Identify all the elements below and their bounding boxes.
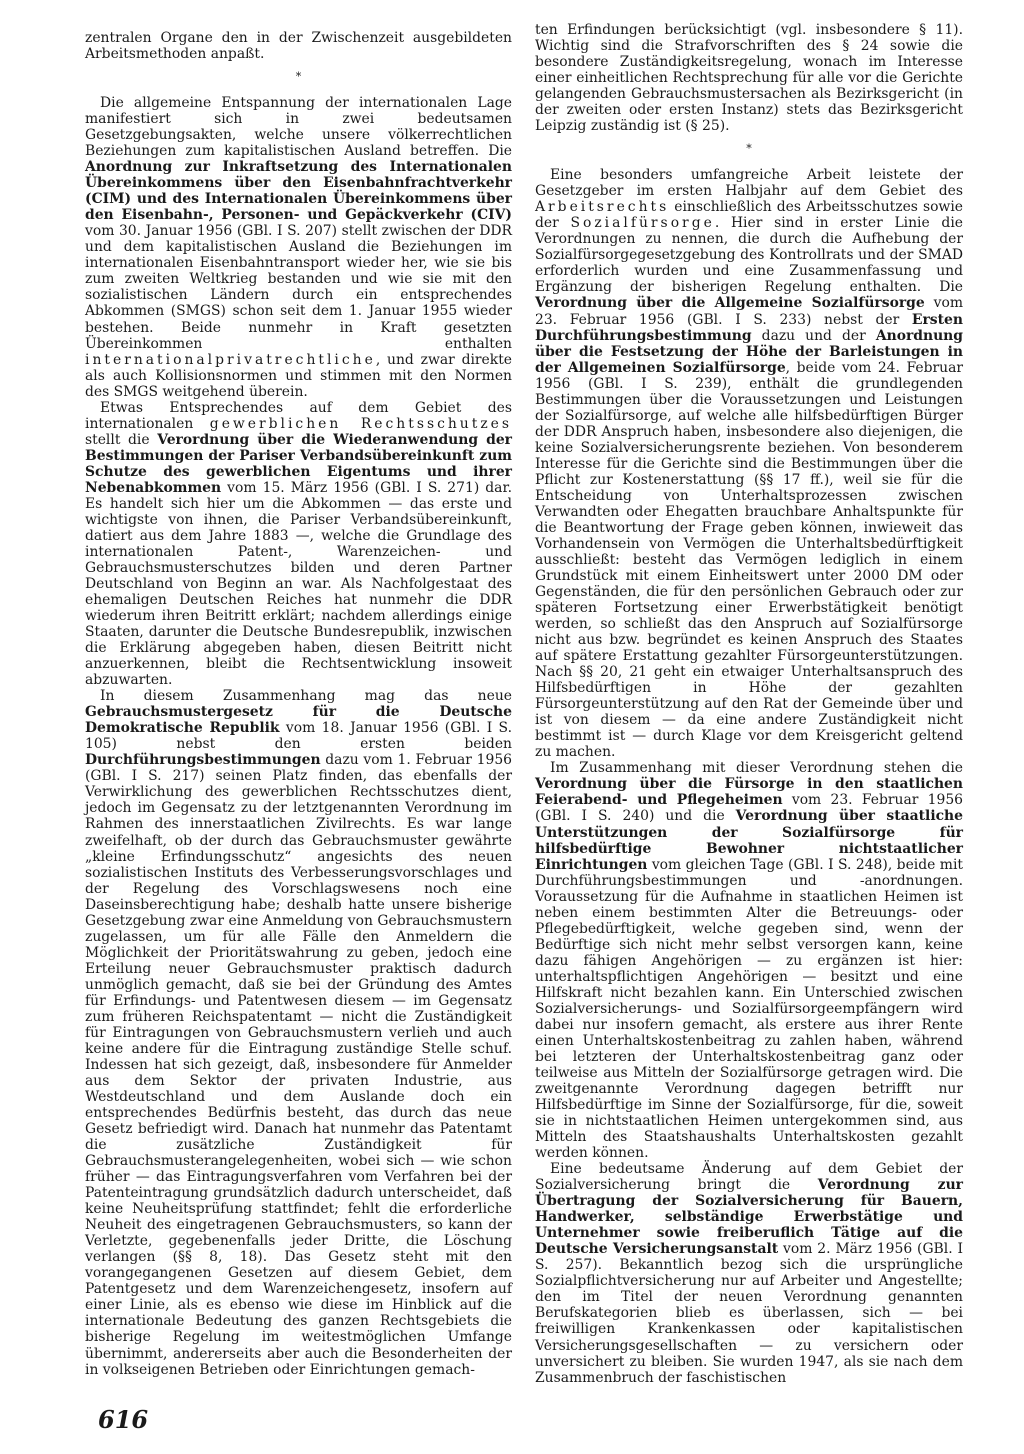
section-separator: *	[295, 70, 302, 84]
spaced-term: internationalprivatrechtliche	[85, 351, 376, 368]
paragraph-text: ten Erfindungen berücksichtigt (vgl. insbesondere § 11). Wichtig sind die Strafvorschriften des § 24 sowie die besondere Zuständigkeitsregelung, wonach im Interesse einer einheitlichen Rechtsprechung für alle vor die Gerichte gelangenden Gebrauchsmustersachen als Bezirksgericht (in der zweiten oder ersten Instanz) stets das Bezirksgericht Leipzig zuständig ist (§ 25).	[535, 22, 963, 135]
paragraph-text: Im Zusammenhang mit dieser Verordnung stehen die	[550, 760, 963, 777]
spaced-term: Sozialfürsorge	[570, 215, 715, 232]
paragraph-text: vom 23. Februar 1956 (GBl. I S. 233) nebst der	[535, 295, 963, 328]
bold-law-title: Verordnung über die Allgemeine Sozialfürsorge	[535, 295, 925, 312]
bold-law-title: Anordnung über die Festsetzung der Höhe der Barleistungen in der Allgemeinen Sozialfürsorge	[535, 327, 963, 376]
paragraph-text: vom 2. März 1956 (GBl. I S. 257). Bekanntlich bezog sich die ursprüngliche Sozialpflichtversicherung nur auf Arbeiter und Angestellte; den im Titel der neuen Verordnung genannten Berufskategorien blieb es überlassen, sich — bei freiwilligen Krankenkassen oder kapitalistischen Versicherungsgesellschaften — zu versichern oder unversichert zu bleiben. Sie wurden 1947, als sie nach dem Zusammenbruch der faschistischen	[535, 1241, 963, 1386]
paragraph-text: dazu und der	[751, 327, 876, 344]
spaced-term: Arbeitsrechts	[535, 199, 670, 216]
paragraph-text: zentralen Organe den in der Zwischenzeit ausgebildeten Arbeitsmethoden anpaßt.	[85, 30, 512, 63]
paragraph-text: vom 30. Januar 1956 (GBl. I S. 207) stellt zwischen der DDR und dem kapitalistischen Ausland die Beziehungen im internationalen Eisenbahntransport wieder her, wie sie bis zum zweiten Weltkrieg bestanden und wie sie mit den sozialistischen Ländern durch ein entsprechendes Abkommen (SMGS) schon seit dem 1. Januar 1955 wieder bestehen. Beide nunmehr in Kraft gesetzten Übereinkommen enthalten	[85, 223, 512, 352]
spaced-term: gewerblichen Rechtsschutzes	[209, 415, 512, 432]
page-number: 616	[98, 1405, 149, 1434]
bold-law-title: Verordnung über die Wiederanwendung der Bestimmungen der Pariser Verbandsübereinkunft zum Schutze des gewerblichen Eigentums und ihrer Nebenabkommen	[85, 431, 512, 496]
paragraph-text: vom 23. Februar 1956 (GBl. I S. 240) und die	[535, 792, 963, 825]
paragraph	[535, 760, 963, 1161]
paragraph-text: , beide vom 24. Februar 1956 (GBl. I S. 239), enthält die grundlegenden Bestimmungen über die Voraussetzungen und Leistungen der Sozialfürsorge, auf welche alle hilfsbedürftigen Bürger der DDR Anspruch haben, insbesondere also diejenigen, die keine Sozialversicherungsrente beziehen. Von besonderem Interesse für die Gerichte sind die Bestimmungen über die Pflicht zur Kostenerstattung (§§ 17 ff.), weil sie für die Entscheidung von Unterhaltsprozessen zwischen Verwandten oder Ehegatten brauchbare Anhaltspunkte für die Beantwortung der Frage geben können, inwieweit das Vorhandensein von Vermögen die Unterhaltsbedürftigkeit ausschließt: besteht das Vermögen lediglich in einem Grundstück mit einem Einheitswert unter 2000 DM oder Gegenständen, die für den persönlichen Gebrauch oder zur späteren Fortsetzung einer Erwerbstätigkeit benötigt werden, so schließt das den Anspruch auf Sozialfürsorge nicht aus bzw. begründet es keinen Anspruch des Staates auf spätere Erstattung gezahlter Fürsorgeunterstützungen. Nach §§ 20, 21 geht ein etwaiger Unterhaltsanspruch des Hilfsbedürftigen in Höhe der gezahlten Fürsorgeunterstützung auf den Rat der Gemeinde über und ist von diesem — da eine andere Zuständigkeit nicht bestimmt ist — durch Klage vor dem Kreisgericht geltend zu machen.	[535, 359, 964, 761]
paragraph-text: , und zwar direkte als auch Kollisionsnormen und stimmen mit den Normen des SMGS weitgehend überein.	[85, 351, 512, 400]
bold-law-title: Verordnung zur Übertragung der Sozialversicherung für Bauern, Handwerker, selbständige Erwerbstätige und Unternehmer sowie freiberuflich Tätige auf die Deutsche Versicherungsanstalt	[535, 1177, 963, 1258]
bold-law-title: Gebrauchsmustergesetz für die Deutsche Demokratische Republik	[85, 704, 512, 737]
paragraph-text: . Hier sind in erster Linie die Verordnungen zu nennen, die durch die Aufhebung der Sozialfürsorgegesetzgebung des Kontrollrats und der SMAD erforderlich wurden und eine Zusammenfassung und Ergänzung der bisherigen Regelung enthalten. Die	[535, 215, 963, 296]
paragraph	[85, 400, 512, 689]
bold-law-title: Anordnung zur Inkraftsetzung des Internationalen Übereinkommens über den Eisenbahnfrachtverkehr (CIM) und des Internationalen Übereinkommens über den Eisenbahn-, Personen- und Gepäckverkehr (CIV)	[85, 159, 512, 224]
paragraph-text: vom 18. Januar 1956 (GBl. I S. 105) nebst den ersten beiden	[85, 720, 512, 753]
paragraph	[535, 167, 963, 760]
paragraph-text: vom gleichen Tage (GBl. I S. 248), beide mit Durchführungsbestimmungen und -anordnungen. Voraussetzung für die Aufnahme in staatlichen Heimen ist neben einem bestimmten Alter die Betreuungs- oder Pflegebedürftigkeit, welche gegeben sind, wenn der Bedürftige sich nicht mehr selbst versorgen kann, keine dazu fähigen Angehörigen — zu ergänzen ist hier: unterhaltspflichtigen Angehörigen — besitzt und eine Hilfskraft nicht bezahlen kann. Ein Unterschied zwischen Sozialversicherungs- und Sozialfürsorgeempfängern wird dabei nur insofern gemacht, als erstere aus ihrer Rente einen Unterhaltskostenbeitrag zu zahlen haben, während bei letzteren der Unterhaltskostenbeitrag ganz oder teilweise aus Mitteln der Sozialfürsorge getragen wird. Die zweitgenannte Verordnung dagegen betrifft nur Hilfsbedürftige im Sinne der Sozialfürsorge, für die, soweit sie in nichtstaatlichen Heimen untergekommen sind, aus Mitteln des Staatshaushalts Unterhaltskosten gezahlt werden können.	[535, 856, 963, 1162]
paragraph	[535, 1161, 963, 1385]
bold-law-title: Verordnung über staatliche Unterstützungen der Sozialfürsorge für hilfsbedürftige Bewohner nichtstaatlicher Einrichtungen	[535, 808, 963, 873]
left-column	[85, 30, 512, 1378]
section-separator: *	[746, 142, 752, 156]
right-column	[535, 22, 963, 1386]
bold-law-title: Ersten Durchführungsbestimmung	[535, 311, 963, 344]
paragraph-text: einschließlich des Arbeitsschutzes sowie der	[535, 199, 963, 232]
paragraph-text: Die allgemeine Entspannung der internationalen Lage manifestiert sich in zwei bedeutsamen Gesetzgebungsakten, welche unsere völkerrechtlichen Beziehungen zum kapitalistischen Ausland betreffen. Die	[85, 95, 512, 160]
paragraph	[85, 688, 512, 1377]
paragraph-text: In diesem Zusammenhang mag das neue	[100, 688, 512, 705]
bold-law-title: Verordnung über die Fürsorge in den staatlichen Feierabend- und Pflegeheimen	[535, 776, 963, 809]
paragraph-text: vom 15. März 1956 (GBl. I S. 271) dar. Es handelt sich hier um die Abkommen — das erste und wichtigste von ihnen, die Pariser Verbandsübereinkunft, datiert aus dem Jahre 1883 —, welche die Grundlage des internationalen Patent-, Warenzeichen- und Gebrauchsmusterschutzes bilden und deren Partner Deutschland von Beginn an war. Als Nachfolgestaat des ehemaligen Deutschen Reiches hat nunmehr die DDR wiederum ihren Beitritt erklärt; nachdem allerdings einige Staaten, darunter die Deutsche Bundesrepublik, inzwischen die Erklärung abgegeben haben, diesen Beitritt nicht anzuerkennen, bleibt die Rechtsentwicklung insoweit abzuwarten.	[85, 479, 512, 689]
paragraph-text: dazu vom 1. Februar 1956 (GBl. I S. 217) seinen Platz finden, das ebenfalls der Verwirklichung des gewerblichen Rechtsschutzes dient, jedoch im Gegensatz zu der letztgenannten Verordnung im Rahmen des innerstaatlichen Zivilrechts. Es war lange zweifelhaft, ob der durch das Gebrauchsmuster gewährte „kleine Erfindungsschutz“ angesichts des neuen sozialistischen Instituts des Verbesserungsvorschlages und der Regelung des Vorschlagswesens noch eine Daseinsberechtigung habe; deshalb hatte unsere bisherige Gesetzgebung zwar eine Anmeldung von Gebrauchsmustern zugelassen, um für alle Fälle den Anmeldern die Möglichkeit der Prioritätswahrung zu geben, jedoch eine Erteilung neuer Gebrauchsmuster praktisch dadurch unmöglich gemacht, daß sie bei der Gründung des Amtes für Erfindungs- und Patentwesen diesem — im Gegensatz zum früheren Reichspatentamt — nicht die Zuständigkeit für Eintragungen von Gebrauchsmustern verlieh und auch keine andere für die Eintragung zuständige Stelle schuf. Indessen hat sich gezeigt, daß, insbesondere für Anmelder aus dem Sektor der privaten Industrie, aus Westdeutschland und dem Auslande doch ein entsprechendes Bedürfnis besteht, das durch das neue Gesetz befriedigt wird. Danach hat nunmehr das Patentamt die zusätzliche Zuständigkeit für Gebrauchsmusterangelegenheiten, wobei sich — wie schon früher — das Eintragungsverfahren vom Verfahren bei der Patenteintragung grundsätzlich dadurch unterscheidet, daß keine Neuheitsprüfung stattfindet; fehlt die erforderliche Neuheit des eingetragenen Gebrauchsmusters, so kann der Verletzte, gegebenenfalls jeder Dritte, die Löschung verlangen (§§ 8, 18). Das Gesetz steht mit den vorangegangenen Gesetzen auf diesem Gebiet, dem Patentgesetz und dem Warenzeichengesetz, insofern auf einer Linie, als es ebenso wie diese im Hinblick auf die internationale Bedeutung des ganzen Rechtsgebiets die bisherige Regelung im weitestmöglichen Umfange übernimmt, andererseits aber auch die Besonderheiten der in volkseigenen Betrieben oder Einrichtungen gemach-	[85, 752, 512, 1378]
paragraph-text: Eine besonders umfangreiche Arbeit leistete der Gesetzgeber im ersten Halbjahr auf dem Gebiet des	[535, 167, 963, 200]
paragraph-text: Etwas Entsprechendes auf dem Gebiet des internationalen	[85, 399, 512, 432]
paragraph-text: stellt die	[85, 431, 158, 448]
paragraph	[85, 95, 512, 400]
paragraph-text: Eine bedeutsame Änderung auf dem Gebiet der Sozialversicherung bringt die	[535, 1161, 963, 1194]
paragraph	[535, 22, 963, 134]
paragraph	[85, 30, 512, 62]
bold-law-title: Durchführungsbestimmungen	[85, 752, 321, 769]
